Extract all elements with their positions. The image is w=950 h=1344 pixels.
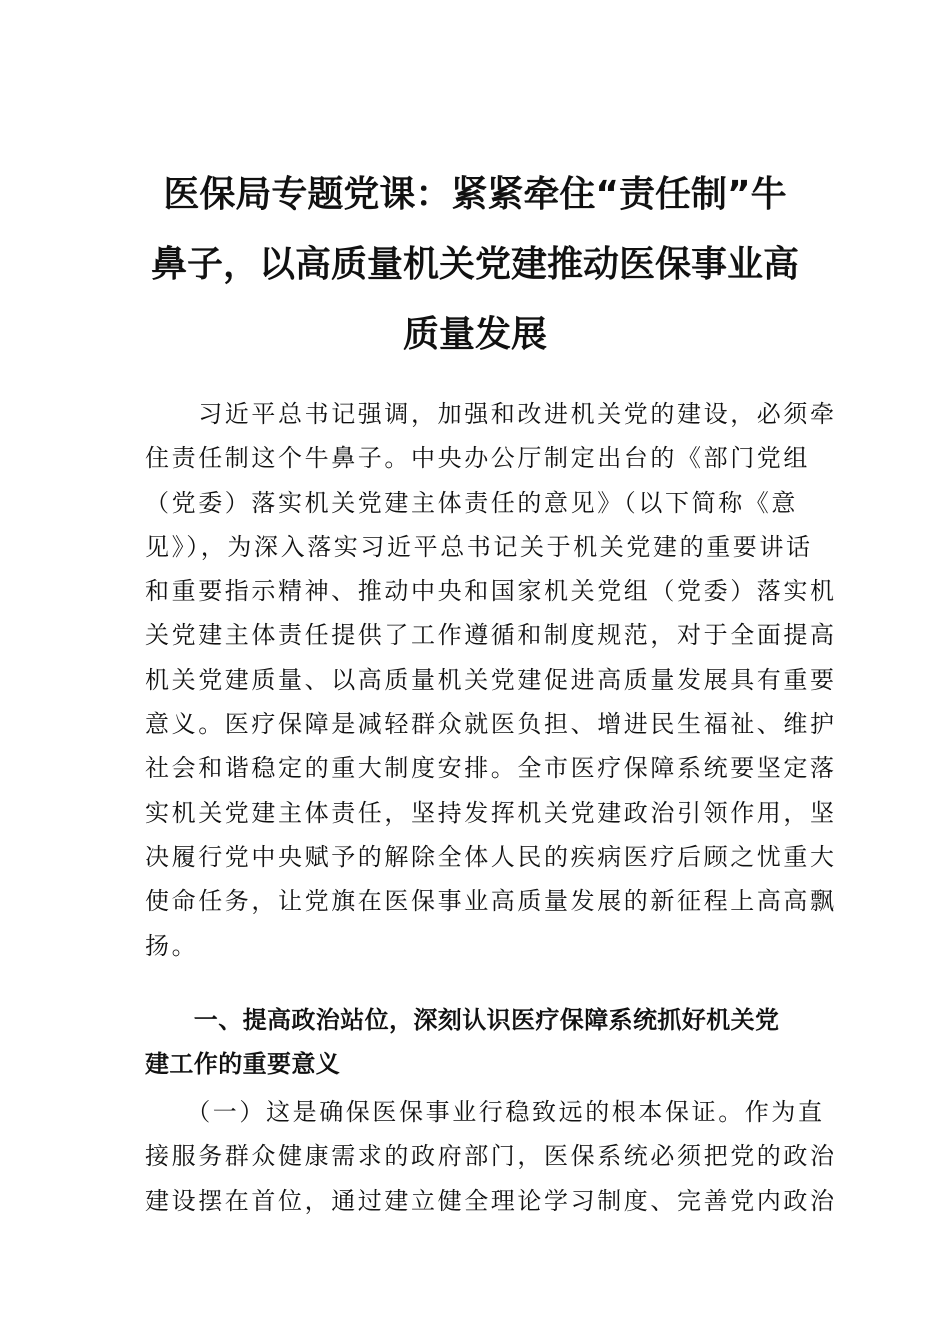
- heading-line: 一、提高政治站位，深刻认识医疗保障系统抓好机关党: [145, 1006, 780, 1034]
- text-line: 接服务群众健康需求的政府部门，医保系统必须把党的政治: [145, 1142, 837, 1171]
- section-paragraph: [145, 1090, 837, 1223]
- text-line: 使命任务，让党旗在医保事业高质量发展的新征程上高高飘: [145, 887, 837, 916]
- text-line: 建设摆在首位，通过建立健全理论学习制度、完善党内政治: [145, 1186, 837, 1215]
- text-line: 机关党建质量、以高质量机关党建促进高质量发展具有重要: [145, 665, 837, 694]
- text-line: 关党建主体责任提供了工作遵循和制度规范，对于全面提高: [145, 621, 837, 650]
- heading-line: 建工作的重要意义: [145, 1050, 341, 1079]
- title-line: 质量发展: [402, 314, 547, 355]
- document-title: [140, 160, 810, 370]
- text-line: 见》），为深入落实习近平总书记关于机关党建的重要讲话: [145, 532, 813, 561]
- text-line: （党委）落实机关党建主体责任的意见》（以下简称《意: [145, 488, 798, 517]
- title-line: 医保局专题党课：紧紧牵住“责任制”牛: [163, 174, 787, 215]
- text-line: 社会和谐稳定的重大制度安排。全市医疗保障系统要坚定落: [145, 754, 837, 783]
- text-line: 习近平总书记强调，加强和改进机关党的建设，必须牵: [145, 400, 837, 428]
- text-line: 实机关党建主体责任，坚持发挥机关党建政治引领作用，坚: [145, 798, 837, 827]
- intro-paragraph: [145, 392, 837, 968]
- text-line: 意义。医疗保障是减轻群众就医负担、增进民生福祉、维护: [145, 710, 837, 739]
- text-line: 和重要指示精神、推动中央和国家机关党组（党委）落实机: [145, 577, 837, 606]
- text-line: 决履行党中央赋予的解除全体人民的疾病医疗后顾之忧重大: [145, 842, 837, 871]
- section-heading: [145, 998, 810, 1087]
- text-line: 扬。: [145, 931, 199, 960]
- text-line: 住责任制这个牛鼻子。中央办公厅制定出台的《部门党组: [145, 444, 810, 473]
- title-line: 鼻子，以高质量机关党建推动医保事业高: [150, 244, 799, 285]
- text-line: （一）这是确保医保事业行稳致远的根本保证。作为直: [145, 1098, 825, 1126]
